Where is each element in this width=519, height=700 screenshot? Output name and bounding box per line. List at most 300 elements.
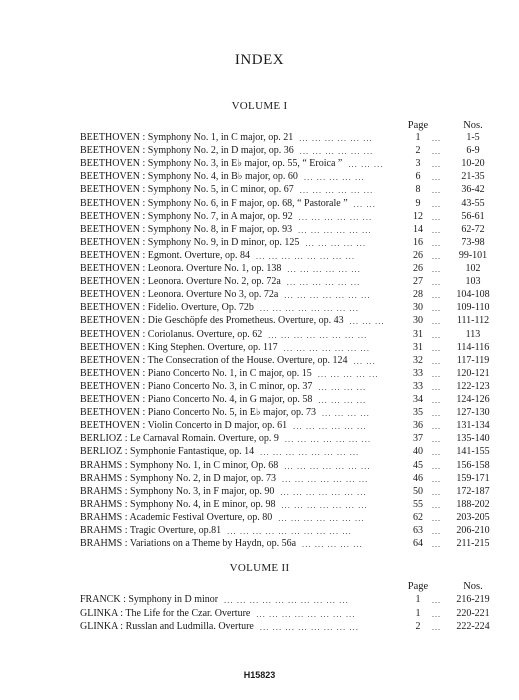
- number-range: 43-55: [461, 197, 485, 209]
- composer-separator: :: [140, 132, 148, 143]
- entry-title: [80, 131, 293, 145]
- number-range: 188-202: [456, 498, 490, 510]
- leader-dots: ... ... ... ...: [318, 382, 367, 392]
- page-number: 35: [413, 407, 423, 419]
- page-number: 62: [413, 511, 423, 523]
- index-entry: [0, 236, 519, 250]
- composer-separator: :: [140, 210, 148, 222]
- work-title: Coriolanus. Overture, op. 62: [147, 328, 263, 340]
- leader-dots: ...: [432, 382, 441, 392]
- leader-dots: ... ... ... ... ... ... ... ...: [256, 609, 356, 619]
- work-title: Tragic Overture, op.81: [129, 525, 222, 536]
- number-range: 36-42: [461, 184, 485, 196]
- work-title: Symphony No. 7, in A major, op. 92: [147, 210, 293, 222]
- work-title: Symphony in D minor: [128, 594, 219, 605]
- number-range: 6-9: [466, 145, 480, 157]
- work-title: Leonora. Overture No 3, op. 72a: [147, 289, 279, 301]
- composer-name: BEETHOVEN: [80, 341, 140, 353]
- leader-dots: ... ... ... ... ... ... ... ...: [255, 251, 356, 261]
- composer-name: BRAHMS: [80, 472, 123, 484]
- number-range: 62-72: [461, 223, 485, 235]
- composer-name: BEETHOVEN: [80, 367, 140, 379]
- leader-dots: ...: [432, 369, 441, 379]
- entry-title: [80, 537, 296, 551]
- composer-separator: :: [122, 433, 130, 445]
- index-entry: [0, 419, 519, 433]
- work-title: Violin Concerto in D major, op. 61: [147, 420, 288, 432]
- leader-dots: ...: [432, 409, 441, 419]
- work-title: King Stephen. Overture, op. 117: [147, 341, 278, 353]
- number-range: 120-121: [456, 367, 490, 379]
- work-title: Symphony No. 3, in F major, op. 90: [130, 485, 275, 497]
- index-entry: [0, 131, 519, 145]
- leader-dots: ... ... ... ... ... ...: [299, 134, 373, 143]
- leader-dots: ...: [432, 343, 441, 353]
- index-entry: [0, 301, 519, 315]
- entry-title: [80, 197, 348, 211]
- composer-separator: :: [122, 498, 131, 510]
- number-range: 56-61: [461, 210, 485, 222]
- leader-dots: ... ... ... ... ... ...: [298, 225, 372, 235]
- composer-name: BEETHOVEN: [80, 249, 140, 261]
- entry-title: [80, 328, 262, 342]
- leader-dots: ...: [432, 251, 441, 261]
- index-entry: [0, 620, 519, 634]
- leader-dots: ... ... ... ...: [318, 396, 367, 405]
- composer-separator: :: [140, 341, 148, 353]
- number-range: 109-110: [456, 302, 490, 314]
- page-number: 26: [413, 249, 423, 261]
- composer-separator: :: [122, 485, 131, 497]
- work-title: The Life for the Czar. Overture: [125, 607, 251, 619]
- leader-dots: ...: [432, 623, 441, 632]
- leader-dots: ...: [432, 317, 441, 327]
- work-title: Symphony No. 9, in D minor, op. 125: [147, 236, 300, 248]
- index-entry: [0, 485, 519, 499]
- leader-dots: ...: [432, 435, 441, 445]
- entry-title: [80, 472, 276, 486]
- leader-dots: ...: [432, 396, 441, 405]
- work-title: Symphony No. 5, in C minor, op. 67: [147, 184, 294, 196]
- composer-separator: :: [140, 354, 148, 366]
- entry-title: [80, 314, 344, 328]
- entry-title: [80, 249, 250, 263]
- number-range: 1-5: [466, 132, 480, 143]
- index-entry: [0, 328, 519, 342]
- composer-separator: :: [140, 249, 148, 261]
- work-title: Academic Festival Overture, op. 80: [129, 511, 273, 523]
- index-entry: [0, 393, 519, 407]
- work-title: Symphony No. 1, in C minor, Op. 68: [130, 459, 279, 471]
- index-entry: [0, 262, 519, 276]
- page-number: 36: [413, 420, 423, 432]
- index-entry: [0, 223, 519, 237]
- page-number: 31: [413, 341, 423, 353]
- composer-separator: :: [122, 459, 131, 471]
- index-entry: [0, 593, 519, 607]
- index-entry: [0, 367, 519, 381]
- leader-dots: ... ... ... ... ... ...: [287, 265, 361, 274]
- entry-title: [80, 210, 293, 224]
- number-range: 122-123: [456, 380, 490, 392]
- index-entry: [0, 524, 519, 538]
- composer-name: FRANCK: [80, 594, 121, 605]
- entry-title: [80, 432, 279, 446]
- number-range: 222-224: [456, 621, 490, 632]
- number-range: 135-140: [456, 433, 490, 445]
- number-range: 117-119: [456, 354, 490, 366]
- entry-title: [80, 459, 278, 473]
- composer-name: BEETHOVEN: [80, 236, 140, 248]
- work-title: The Consecration of the House. Overture, op. 124: [147, 354, 348, 366]
- volume-1-page-column-header: Page: [407, 120, 429, 131]
- leader-dots: ... ... ... ... ... ... ... ...: [259, 304, 360, 314]
- number-range: 21-35: [461, 171, 485, 183]
- page-number: 50: [413, 485, 423, 497]
- work-title: Symphony No. 2, in D major, op. 73: [130, 472, 277, 484]
- leader-dots: ... ... ... ... ... ...: [299, 147, 374, 157]
- page-number: 1: [415, 607, 421, 619]
- index-entry: [0, 432, 519, 446]
- entry-title: [80, 367, 312, 381]
- composer-name: BEETHOVEN: [80, 407, 140, 419]
- composer-name: BEETHOVEN: [80, 223, 140, 235]
- composer-separator: :: [140, 197, 148, 209]
- leader-dots: ...: [432, 596, 441, 605]
- composer-name: BEETHOVEN: [80, 145, 140, 157]
- index-entry: [0, 472, 519, 486]
- composer-name: BEETHOVEN: [80, 276, 140, 288]
- composer-separator: :: [140, 302, 148, 314]
- work-title: Leonora. Overture No. 2, op. 72a: [147, 276, 281, 288]
- entry-title: [80, 262, 281, 276]
- composer-separator: :: [140, 380, 148, 392]
- index-title: INDEX: [234, 52, 285, 68]
- composer-separator: :: [140, 184, 148, 196]
- index-entry: [0, 459, 519, 473]
- work-title: Egmont. Overture, op. 84: [147, 249, 250, 261]
- composer-name: BEETHOVEN: [80, 263, 140, 274]
- composer-name: BEETHOVEN: [80, 289, 140, 301]
- page-number: 14: [413, 223, 423, 235]
- composer-name: BEETHOVEN: [80, 380, 140, 392]
- index-entry: [0, 406, 519, 420]
- leader-dots: ... ... ...: [349, 317, 385, 327]
- leader-dots: ...: [432, 356, 441, 366]
- index-entry: [0, 537, 519, 551]
- leader-dots: ...: [432, 265, 441, 274]
- leader-dots: ...: [432, 212, 441, 222]
- work-title: Symphonie Fantastique, op. 14: [130, 446, 255, 458]
- index-entry: [0, 170, 519, 184]
- leader-dots: ...: [432, 186, 441, 196]
- leader-dots: ...: [432, 147, 441, 157]
- page-number: 1: [415, 132, 421, 143]
- page-number: 3: [415, 158, 421, 170]
- composer-name: BEETHOVEN: [80, 132, 140, 143]
- entry-title: [80, 393, 312, 407]
- entry-title: [80, 236, 299, 250]
- page-number: 6: [415, 171, 421, 183]
- leader-dots: ... ... ... ... ... ...: [293, 422, 367, 432]
- composer-separator: :: [122, 525, 130, 536]
- leader-dots: ... ... ... ...: [321, 409, 370, 419]
- composer-separator: :: [122, 538, 130, 550]
- work-title: Symphony No. 2, in D major, op. 36: [147, 145, 294, 157]
- number-range: 211-215: [456, 538, 490, 550]
- work-title: Leonora. Overture No. 1, op. 138: [147, 263, 282, 274]
- composer-name: BEETHOVEN: [80, 420, 140, 432]
- leader-dots: ...: [432, 540, 441, 550]
- leader-dots: ... ... ... ... ...: [317, 369, 379, 379]
- leader-dots: ... ...: [353, 199, 377, 209]
- leader-dots: ...: [432, 422, 441, 432]
- entry-title: [80, 144, 294, 158]
- number-range: 73-98: [461, 236, 485, 248]
- page-number: 8: [415, 184, 421, 196]
- leader-dots: ...: [432, 330, 441, 340]
- work-title: Variations on a Theme by Haydn, op. 56a: [129, 538, 297, 550]
- index-entry: [0, 445, 519, 459]
- volume-1-nos-column-header: Nos.: [463, 120, 483, 131]
- entry-title: [80, 380, 312, 394]
- composer-separator: :: [122, 446, 130, 458]
- leader-dots: ...: [432, 199, 441, 209]
- number-range: 111-112: [456, 315, 490, 327]
- leader-dots: ... ... ... ... ... ... ...: [278, 513, 365, 523]
- leader-dots: ...: [432, 291, 441, 301]
- page-number: 64: [413, 538, 423, 550]
- leader-dots: ... ... ... ... ... ... ...: [283, 343, 371, 353]
- entry-title: [80, 524, 221, 538]
- composer-separator: :: [140, 236, 148, 248]
- page-number: 33: [413, 367, 423, 379]
- leader-dots: ...: [432, 513, 441, 523]
- composer-name: GLINKA: [80, 621, 118, 632]
- index-entry: [0, 341, 519, 355]
- composer-separator: :: [120, 594, 129, 605]
- composer-separator: :: [140, 171, 148, 183]
- composer-separator: :: [122, 472, 131, 484]
- entry-title: [80, 223, 292, 237]
- composer-separator: :: [117, 607, 126, 619]
- leader-dots: ... ... ... ... ... ...: [298, 212, 373, 222]
- entry-title: [80, 485, 274, 499]
- page-number: 1: [415, 594, 421, 605]
- number-range: 114-116: [456, 341, 490, 353]
- page-number: 32: [413, 354, 423, 366]
- work-title: Piano Concerto No. 1, in C major, op. 15: [147, 367, 312, 379]
- number-range: 102: [465, 263, 481, 274]
- composer-name: BEETHOVEN: [80, 197, 140, 209]
- index-entry: [0, 157, 519, 171]
- index-entry: [0, 380, 519, 394]
- composer-separator: :: [140, 289, 148, 301]
- number-range: 206-210: [456, 525, 490, 536]
- composer-separator: :: [140, 315, 148, 327]
- composer-name: BRAHMS: [80, 485, 123, 497]
- composer-separator: :: [140, 263, 148, 274]
- page-number: 45: [413, 459, 423, 471]
- composer-name: BEETHOVEN: [80, 354, 140, 366]
- leader-dots: ... ... ... ... ...: [303, 173, 365, 183]
- number-range: 131-134: [456, 420, 490, 432]
- page-number: 30: [413, 315, 423, 327]
- composer-name: BEETHOVEN: [80, 394, 140, 405]
- page-number: 27: [413, 276, 423, 288]
- composer-separator: :: [140, 145, 148, 157]
- page-number: 2: [415, 145, 421, 157]
- number-range: 10-20: [461, 158, 485, 170]
- entry-title: [80, 341, 278, 355]
- entry-title: [80, 288, 278, 302]
- composer-name: BEETHOVEN: [80, 210, 140, 222]
- index-entry: [0, 288, 519, 302]
- leader-dots: ... ... ... ... ... ... ... ...: [260, 448, 360, 458]
- leader-dots: ...: [432, 487, 441, 497]
- entry-title: [80, 620, 254, 634]
- leader-dots: ... ... ... ... ... ... ... ... ... ...: [224, 596, 349, 605]
- work-title: Piano Concerto No. 4, in G major, op. 58: [147, 394, 313, 405]
- page-number: 16: [413, 236, 423, 248]
- composer-name: BRAHMS: [80, 538, 123, 550]
- entry-title: [80, 607, 250, 621]
- composer-name: GLINKA: [80, 607, 118, 619]
- work-title: Symphony No. 8, in F major, op. 93: [147, 223, 293, 235]
- page-number: 28: [413, 289, 423, 301]
- volume-2-page-column-header: Page: [407, 581, 429, 592]
- composer-name: BEETHOVEN: [80, 184, 140, 196]
- index-entry: [0, 249, 519, 263]
- volume-2-nos-column-header: Nos.: [463, 581, 483, 592]
- index-entry: [0, 275, 519, 289]
- composer-name: BERLIOZ: [80, 446, 123, 458]
- leader-dots: ...: [432, 609, 441, 619]
- work-title: Piano Concerto No. 3, in C minor, op. 37: [147, 380, 313, 392]
- composer-name: BRAHMS: [80, 525, 123, 536]
- composer-separator: :: [140, 223, 148, 235]
- entry-title: [80, 275, 281, 289]
- work-title: Symphony No. 1, in C major, op. 21: [147, 132, 294, 143]
- leader-dots: ... ... ... ... ... ... ...: [284, 461, 371, 471]
- page-number: 37: [413, 433, 423, 445]
- number-range: 127-130: [456, 407, 490, 419]
- entry-title: [80, 183, 294, 197]
- page-number: 9: [415, 197, 421, 209]
- index-entry: [0, 511, 519, 525]
- entry-title: [80, 406, 316, 420]
- leader-dots: ...: [432, 134, 441, 143]
- number-range: 220-221: [456, 607, 490, 619]
- page-number: 34: [413, 394, 423, 405]
- index-entry: [0, 183, 519, 197]
- composer-name: BRAHMS: [80, 511, 123, 523]
- composer-name: BEETHOVEN: [80, 158, 140, 170]
- number-range: 216-219: [456, 594, 490, 605]
- number-range: 159-171: [456, 472, 490, 484]
- number-range: 103: [465, 276, 481, 288]
- leader-dots: ...: [432, 448, 441, 458]
- number-range: 156-158: [456, 459, 490, 471]
- page-number: 55: [413, 498, 423, 510]
- entry-title: [80, 419, 287, 433]
- leader-dots: ... ... ... ... ... ... ...: [282, 474, 369, 484]
- leader-dots: ... ... ... ... ... ... ...: [281, 500, 368, 510]
- leader-dots: ...: [432, 278, 441, 288]
- index-entry: [0, 354, 519, 368]
- composer-separator: :: [140, 367, 148, 379]
- leader-dots: ...: [432, 474, 441, 484]
- leader-dots: ...: [432, 304, 441, 314]
- number-range: 141-155: [456, 446, 490, 458]
- volume-2-heading: VOLUME II: [229, 562, 290, 574]
- page-number: 2: [415, 621, 421, 632]
- leader-dots: ... ... ... ... ...: [302, 540, 363, 550]
- entry-title: [80, 157, 342, 171]
- composer-separator: :: [140, 276, 148, 288]
- composer-separator: :: [140, 407, 148, 419]
- composer-name: BEETHOVEN: [80, 328, 140, 340]
- leader-dots: ... ... ... ... ... ... ...: [280, 487, 367, 497]
- page-number: 46: [413, 472, 423, 484]
- composer-name: BRAHMS: [80, 498, 123, 510]
- leader-dots: ...: [432, 238, 441, 248]
- volume-1-heading: VOLUME I: [231, 100, 288, 112]
- leader-dots: ... ... ... ... ... ... ... ...: [268, 330, 368, 340]
- work-title: Symphony No. 4, in B♭ major, op. 60: [147, 171, 298, 183]
- number-range: 124-126: [456, 394, 490, 405]
- composer-name: BEETHOVEN: [80, 302, 140, 314]
- composer-name: BEETHOVEN: [80, 315, 140, 327]
- work-title: Symphony No. 6, in F major, op. 68, “ Pastorale ”: [147, 197, 348, 209]
- page-number: 63: [413, 525, 423, 536]
- plate-number: H15823: [243, 670, 276, 680]
- entry-title: [80, 301, 254, 315]
- leader-dots: ... ... ... ... ... ... ... ... ... ...: [227, 527, 352, 536]
- page-number: 12: [413, 210, 423, 222]
- page-number: 31: [413, 328, 423, 340]
- work-title: Fidelio. Overture, Op. 72b: [147, 302, 254, 314]
- composer-name: BRAHMS: [80, 459, 123, 471]
- leader-dots: ... ... ... ... ...: [305, 238, 367, 248]
- composer-name: BERLIOZ: [80, 433, 123, 445]
- composer-name: BEETHOVEN: [80, 171, 140, 183]
- index-entry: [0, 197, 519, 211]
- index-entry: [0, 144, 519, 158]
- composer-separator: :: [140, 158, 148, 170]
- leader-dots: ...: [432, 225, 441, 235]
- composer-separator: :: [140, 420, 148, 432]
- leader-dots: ... ...: [353, 356, 376, 366]
- composer-separator: :: [140, 328, 148, 340]
- leader-dots: ... ... ... ... ... ...: [299, 186, 374, 196]
- index-entry: [0, 498, 519, 512]
- page-number: 40: [413, 446, 423, 458]
- index-entry: [0, 314, 519, 328]
- leader-dots: ... ... ...: [348, 160, 384, 170]
- leader-dots: ...: [432, 527, 441, 536]
- leader-dots: ...: [432, 173, 441, 183]
- work-title: Le Carnaval Romain. Overture, op. 9: [130, 433, 279, 445]
- entry-title: [80, 354, 348, 368]
- number-range: 104-108: [456, 289, 490, 301]
- number-range: 113: [465, 328, 481, 340]
- number-range: 99-101: [458, 249, 488, 261]
- work-title: Piano Concerto No. 5, in E♭ major, op. 73: [147, 407, 316, 419]
- entry-title: [80, 593, 218, 607]
- leader-dots: ...: [432, 461, 441, 471]
- work-title: Symphony No. 3, in E♭ major, op. 55, “ Eroica ”: [147, 158, 343, 170]
